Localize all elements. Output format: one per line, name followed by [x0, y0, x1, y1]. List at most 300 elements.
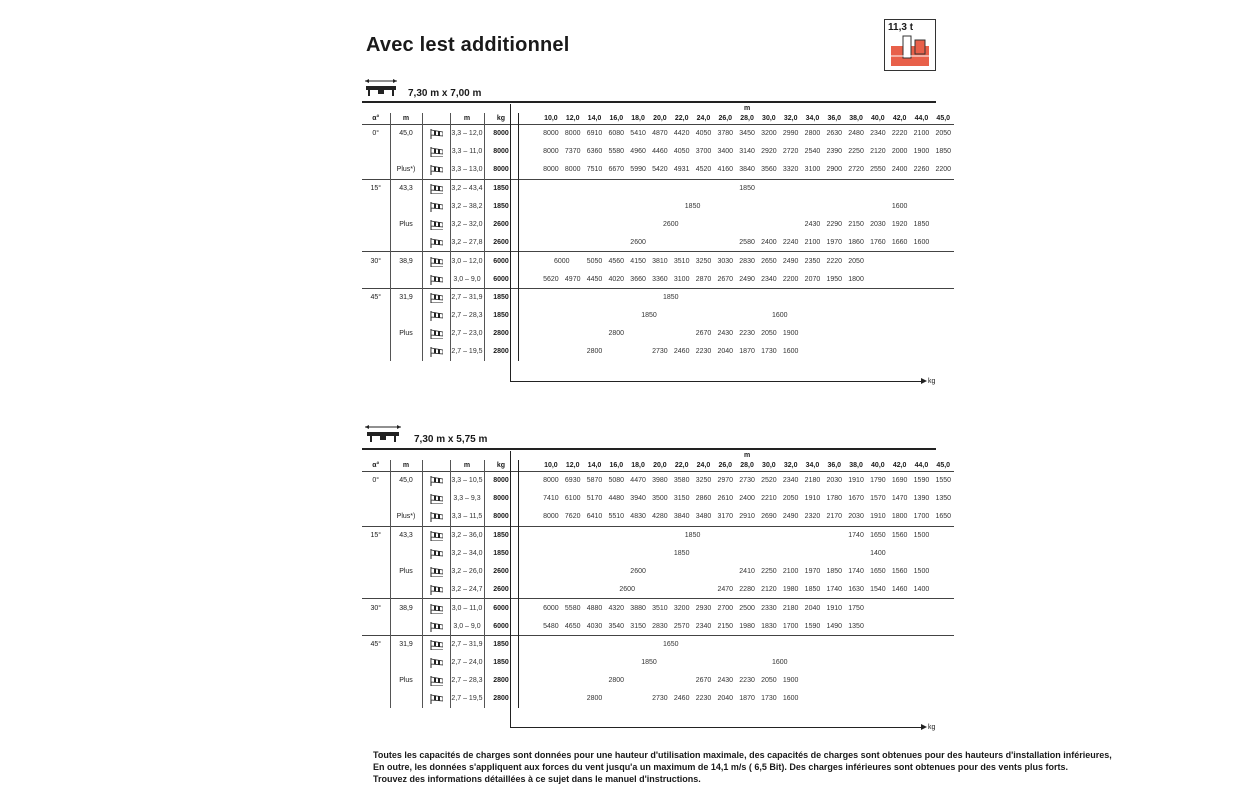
- boom-cell: [390, 617, 422, 635]
- load-value: 1650: [867, 526, 889, 544]
- radius-range-cell: 3,3 – 11,5: [450, 508, 484, 526]
- max-load-cell: 2800: [484, 690, 518, 708]
- radius-header: 26,0: [718, 462, 733, 469]
- load-span-value: 1850: [673, 550, 690, 557]
- kg-axis-arrow-icon: [921, 724, 927, 730]
- load-value: 7370: [564, 148, 581, 156]
- wind-flag-icon: [429, 511, 443, 522]
- load-value: 2920: [761, 148, 777, 156]
- table-row: [362, 233, 954, 251]
- load-value: 1910: [823, 599, 845, 617]
- load-value: 2030: [870, 220, 886, 228]
- boom-cell: Plus: [390, 672, 422, 690]
- load-value: 1740: [845, 526, 867, 544]
- radius-range-cell: 2,7 – 28,3: [450, 672, 484, 690]
- spacer: [518, 580, 540, 598]
- load-value: 2000: [891, 148, 908, 156]
- angle-cell: [362, 672, 390, 690]
- load-value: 1570: [870, 495, 886, 503]
- empty-cell: [867, 289, 889, 307]
- load-span-value: 1850: [540, 289, 802, 307]
- radius-header: 30,0: [762, 462, 776, 469]
- wind-cell: [422, 161, 450, 179]
- load-value: 3150: [630, 622, 646, 630]
- spacer: [518, 562, 540, 580]
- load-value: 3580: [671, 472, 693, 490]
- spacer: [518, 636, 540, 654]
- load-value: 4320: [605, 599, 627, 617]
- spacer: [518, 233, 540, 251]
- table-row: [362, 143, 954, 161]
- load-value: 1790: [867, 472, 889, 490]
- table-row: [362, 508, 954, 526]
- load-value: 2490: [780, 252, 802, 270]
- load-value: 6000: [540, 599, 562, 617]
- load-value: 1970: [804, 567, 821, 575]
- load-value: 1800: [891, 513, 908, 521]
- table-row: [362, 490, 954, 508]
- empty-cell: [889, 307, 911, 325]
- radius-unit-label: m: [743, 452, 751, 459]
- load-value: 4560: [605, 252, 627, 270]
- load-value: 8000: [540, 125, 562, 143]
- angle-cell: 45°: [362, 636, 390, 654]
- load-value: 2180: [780, 599, 802, 617]
- load-value: 5050: [584, 252, 606, 270]
- load-value: 8000: [564, 166, 581, 174]
- load-value: 1950: [826, 275, 843, 283]
- spacer: [518, 672, 540, 690]
- spacer: [518, 113, 540, 125]
- footnote-line: Trouvez des informations détaillées à ce sujet dans le manuel d'instructions.: [373, 774, 701, 784]
- wind-cell: [422, 562, 450, 580]
- load-value: 2050: [761, 330, 777, 338]
- boom-cell: [390, 143, 422, 161]
- load-value: 1560: [889, 526, 911, 544]
- angle-cell: 0°: [362, 125, 390, 143]
- load-value: 1550: [932, 472, 954, 490]
- radius-range-cell: 2,7 – 24,0: [450, 654, 484, 672]
- load-value: 3030: [714, 252, 736, 270]
- wind-cell: [422, 143, 450, 161]
- max-load-cell: 2800: [484, 325, 518, 343]
- empty-cell: [802, 325, 824, 343]
- radius-range-cell: 2,7 – 31,9: [450, 636, 484, 654]
- load-value: 2050: [761, 677, 777, 685]
- load-span-value: 2800: [586, 348, 603, 356]
- load-value: 3810: [649, 252, 671, 270]
- footnote-line: En outre, les données s'appliquent aux forces du vent jusqu'a un maximum de 14,1 m/s ( 6,5 Bit). Des charges inférieures sont obtenues pour des vents plus forts.: [373, 762, 1068, 772]
- kg-axis-arrow-icon: [921, 378, 927, 384]
- load-value: 2180: [802, 472, 824, 490]
- wind-cell: [422, 215, 450, 233]
- load-value: 3480: [695, 513, 712, 521]
- load-value: 2430: [717, 677, 734, 685]
- table-row: [362, 545, 954, 563]
- radius-header: 44,0: [914, 462, 929, 469]
- radius-header: 18,0: [631, 462, 645, 469]
- load-value: 1670: [848, 495, 864, 503]
- table-row: [362, 343, 954, 361]
- wind-flag-icon: [429, 621, 443, 632]
- table-row: [362, 690, 954, 708]
- wind-cell: [422, 233, 450, 251]
- table-row: [362, 672, 954, 690]
- empty-cell: [823, 654, 845, 672]
- boom-length-header: m: [390, 113, 422, 125]
- load-value: 1630: [848, 585, 864, 593]
- empty-cell: [932, 526, 954, 544]
- load-value: 1850: [913, 220, 930, 228]
- angle-cell: [362, 215, 390, 233]
- boom-cell: [390, 690, 422, 708]
- load-value: 2410: [739, 567, 755, 575]
- load-value: 7410: [543, 495, 559, 503]
- max-load-cell: 1850: [484, 545, 518, 563]
- empty-cell: [802, 289, 824, 307]
- boom-cell: Plus*): [390, 508, 422, 526]
- load-value: 3100: [673, 275, 690, 283]
- empty-cell: [932, 289, 954, 307]
- load-value: 4030: [586, 622, 603, 630]
- max-load-cell: 6000: [484, 617, 518, 635]
- ballast-badge: [884, 19, 936, 71]
- empty-cell: [889, 690, 911, 708]
- load-value: 5420: [652, 166, 668, 174]
- empty-cell: [845, 307, 867, 325]
- load-value: 2290: [826, 220, 843, 228]
- load-value: 3700: [695, 148, 712, 156]
- load-span-value: 2600: [630, 567, 646, 575]
- page-title: Avec lest additionnel: [366, 34, 570, 56]
- max-load-cell: 2600: [484, 233, 518, 251]
- load-value: 2280: [739, 585, 755, 593]
- header-blank: [518, 104, 540, 113]
- spacer: [518, 179, 540, 197]
- wind-fly-jib-icon: [429, 146, 443, 157]
- load-value: 2340: [761, 275, 777, 283]
- empty-cell: [867, 654, 889, 672]
- load-value: 3880: [627, 599, 649, 617]
- radius-header: 20,0: [653, 462, 667, 469]
- empty-cell: [889, 599, 911, 617]
- load-value: 2670: [695, 330, 712, 338]
- wind-cell: [422, 472, 450, 490]
- wind-header: [422, 460, 450, 472]
- load-value: 4020: [608, 275, 625, 283]
- load-span-value: 2800: [608, 677, 625, 685]
- load-value: 2630: [823, 125, 845, 143]
- max-load-cell: 8000: [484, 490, 518, 508]
- footnote-line: Toutes les capacités de charges sont données pour une hauteur d'utilisation maximale, des capacités de charges sont obtenues pour des hauteurs d'installation inférieures,: [373, 750, 1112, 760]
- header-blank: [450, 451, 484, 460]
- radius-range-cell: 3,2 – 34,0: [450, 545, 484, 563]
- load-value: 2240: [782, 238, 799, 246]
- radius-header: 32,0: [783, 115, 798, 122]
- load-value: 2400: [739, 495, 755, 503]
- radius-range-cell: 3,3 – 9,3: [450, 490, 484, 508]
- load-value: 5510: [608, 513, 625, 521]
- radius-range-cell: 2,7 – 19,5: [450, 690, 484, 708]
- max-load-cell: 1850: [484, 307, 518, 325]
- footnote: [373, 749, 1243, 785]
- load-value: 1560: [891, 567, 908, 575]
- angle-cell: [362, 508, 390, 526]
- wind-cell: [422, 526, 450, 544]
- empty-cell: [932, 672, 954, 690]
- load-value: 2050: [932, 125, 954, 143]
- wind-fly-jib-icon: [429, 256, 443, 267]
- angle-cell: [362, 545, 390, 563]
- load-value: 6670: [608, 166, 625, 174]
- wind-fly-jib-icon: [429, 493, 443, 504]
- load-value: 1700: [913, 513, 930, 521]
- load-span-value: 1600: [771, 312, 788, 320]
- load-value: 2460: [673, 348, 690, 356]
- radius-range-cell: 3,2 – 32,0: [450, 215, 484, 233]
- load-value: 3250: [693, 252, 715, 270]
- load-value: 2320: [804, 513, 821, 521]
- wind-flag-icon: [429, 237, 443, 248]
- table-row: [362, 580, 954, 598]
- boom-cell: [390, 307, 422, 325]
- header-blank: [390, 104, 422, 113]
- load-value: 2430: [804, 220, 821, 228]
- empty-cell: [932, 654, 954, 672]
- header-blank: [390, 451, 422, 460]
- empty-cell: [889, 672, 911, 690]
- load-value: 1500: [911, 526, 933, 544]
- radius-range-cell: 3,0 – 11,0: [450, 599, 484, 617]
- load-value: 1650: [935, 513, 952, 521]
- load-value: 8000: [543, 513, 559, 521]
- radius-range-cell: 3,3 – 11,0: [450, 143, 484, 161]
- radius-range-cell: 3,2 – 36,0: [450, 526, 484, 544]
- outrigger-outline-icon: [363, 424, 403, 444]
- table-row: [362, 636, 954, 654]
- load-value: 6410: [586, 513, 603, 521]
- load-value: 2690: [761, 513, 777, 521]
- empty-cell: [889, 252, 911, 270]
- load-value: 3560: [761, 166, 777, 174]
- load-value: 4150: [627, 252, 649, 270]
- spacer: [518, 599, 540, 617]
- load-value: 2100: [911, 125, 933, 143]
- wind-fly-jib-icon: [429, 530, 443, 541]
- boom-cell: 45,0: [390, 125, 422, 143]
- load-value: 4420: [671, 125, 693, 143]
- wind-cell: [422, 307, 450, 325]
- radius-header: 42,0: [892, 462, 907, 469]
- load-value: 2580: [739, 238, 755, 246]
- kg-axis-vertical: [510, 104, 511, 381]
- load-value: 4480: [608, 495, 625, 503]
- load-table-1: [362, 104, 954, 361]
- load-value: 1540: [870, 585, 886, 593]
- load-value: 2120: [761, 585, 777, 593]
- radius-header: 38,0: [849, 115, 863, 122]
- load-value: 2230: [739, 677, 755, 685]
- radius-header: 44,0: [914, 115, 929, 122]
- spacer: [518, 252, 540, 270]
- wind-fly-jib-icon: [429, 675, 443, 686]
- load-value: 3980: [649, 472, 671, 490]
- load-value: 2390: [826, 148, 843, 156]
- load-value: 5580: [562, 599, 584, 617]
- angle-cell: 30°: [362, 252, 390, 270]
- radius-range-cell: 2,7 – 23,0: [450, 325, 484, 343]
- load-value: 3140: [739, 148, 755, 156]
- empty-cell: [932, 270, 954, 288]
- radius-header: 10,0: [544, 462, 558, 469]
- max-load-cell: 1850: [484, 289, 518, 307]
- load-value: 4520: [695, 166, 712, 174]
- max-load-cell: 2800: [484, 672, 518, 690]
- wind-cell: [422, 580, 450, 598]
- load-span-value: 1850: [684, 203, 701, 210]
- load-value: 1900: [782, 677, 799, 685]
- load-value: 1910: [845, 472, 867, 490]
- load-value: 1900: [913, 148, 930, 156]
- header-blank: [362, 104, 390, 113]
- empty-cell: [845, 636, 867, 654]
- spacer: [518, 617, 540, 635]
- load-value: 3400: [717, 148, 734, 156]
- load-value: 5620: [543, 275, 559, 283]
- load-value: 3200: [758, 125, 780, 143]
- radius-header: 36,0: [827, 462, 842, 469]
- table-row: [362, 179, 954, 197]
- empty-cell: [802, 654, 824, 672]
- load-value: 2350: [802, 252, 824, 270]
- load-value: 2100: [804, 238, 821, 246]
- table-row: [362, 654, 954, 672]
- load-value: 2720: [848, 166, 864, 174]
- load-value: 2040: [717, 348, 734, 356]
- radius-range-cell: 3,0 – 9,0: [450, 270, 484, 288]
- load-value: 1600: [782, 695, 799, 703]
- load-value: 1590: [804, 622, 821, 630]
- load-value: 1600: [913, 238, 930, 246]
- load-value: 2040: [717, 695, 734, 703]
- radius-header: 40,0: [871, 462, 885, 469]
- load-value: 6100: [564, 495, 581, 503]
- kg-axis: [510, 727, 922, 728]
- boom-cell: Plus: [390, 325, 422, 343]
- empty-cell: [823, 289, 845, 307]
- wind-flag-icon: [429, 201, 443, 212]
- spacer: [518, 125, 540, 143]
- angle-cell: [362, 580, 390, 598]
- boom-cell: [390, 270, 422, 288]
- load-span-value: 1850: [641, 659, 657, 667]
- empty-cell: [932, 545, 954, 563]
- boom-cell: 38,9: [390, 252, 422, 270]
- spacer: [518, 343, 540, 361]
- load-value: 1470: [891, 495, 908, 503]
- load-value: 2340: [695, 622, 712, 630]
- load-value: 3250: [693, 472, 715, 490]
- load-value: 2990: [780, 125, 802, 143]
- wind-cell: [422, 545, 450, 563]
- load-value: 2200: [935, 166, 952, 174]
- wind-cell: [422, 179, 450, 197]
- load-value: 1870: [739, 348, 755, 356]
- load-value: 4050: [693, 125, 715, 143]
- radius-header: 40,0: [871, 115, 885, 122]
- load-value: 3940: [630, 495, 646, 503]
- load-value: 2500: [736, 599, 758, 617]
- empty-cell: [932, 599, 954, 617]
- load-value: 8000: [543, 148, 559, 156]
- load-value: 2230: [739, 330, 755, 338]
- empty-cell: [932, 690, 954, 708]
- load-value: 6080: [605, 125, 627, 143]
- angle-cell: [362, 562, 390, 580]
- wind-fly-jib-icon: [429, 566, 443, 577]
- radius-header: 42,0: [892, 115, 907, 122]
- max-load-cell: 6000: [484, 599, 518, 617]
- wind-cell: [422, 270, 450, 288]
- load-value: 6930: [562, 472, 584, 490]
- empty-cell: [867, 672, 889, 690]
- load-value: 3200: [671, 599, 693, 617]
- load-value: 2490: [782, 513, 799, 521]
- table-row: [362, 472, 954, 490]
- table-row: [362, 252, 954, 270]
- empty-cell: [823, 325, 845, 343]
- load-value: 2150: [848, 220, 864, 228]
- load-value: 2340: [780, 472, 802, 490]
- load-value: 1400: [913, 585, 930, 593]
- load-value: 1870: [739, 695, 755, 703]
- load-value: 4050: [673, 148, 690, 156]
- header-blank: [362, 451, 390, 460]
- table-row: [362, 307, 954, 325]
- load-value: 3360: [652, 275, 668, 283]
- spacer: [518, 143, 540, 161]
- wind-flag-icon: [429, 346, 443, 357]
- load-value: 2230: [695, 348, 712, 356]
- load-value: 3510: [649, 599, 671, 617]
- load-value: 3320: [782, 166, 799, 174]
- empty-cell: [932, 233, 954, 251]
- outrigger-dims-2: 7,30 m x 5,75 m: [414, 434, 488, 445]
- radius-range-header: m: [450, 460, 484, 472]
- max-load-cell: 1850: [484, 179, 518, 197]
- load-value: 1600: [782, 348, 799, 356]
- empty-cell: [889, 343, 911, 361]
- load-value: 2120: [870, 148, 886, 156]
- wind-cell: [422, 508, 450, 526]
- spacer: [518, 270, 540, 288]
- empty-cell: [911, 599, 933, 617]
- empty-cell: [802, 307, 824, 325]
- load-value: 6360: [586, 148, 603, 156]
- wind-flag-icon: [429, 657, 443, 668]
- load-value: 1800: [848, 275, 864, 283]
- empty-cell: [932, 580, 954, 598]
- load-value: 5480: [543, 622, 559, 630]
- radius-range-cell: 3,0 – 9,0: [450, 617, 484, 635]
- load-value: 5870: [584, 472, 606, 490]
- load-value: 3100: [804, 166, 821, 174]
- load-value: 2230: [695, 695, 712, 703]
- spacer: [518, 472, 540, 490]
- empty-cell: [932, 215, 954, 233]
- load-value: 4870: [649, 125, 671, 143]
- kg-axis-vertical: [510, 451, 511, 728]
